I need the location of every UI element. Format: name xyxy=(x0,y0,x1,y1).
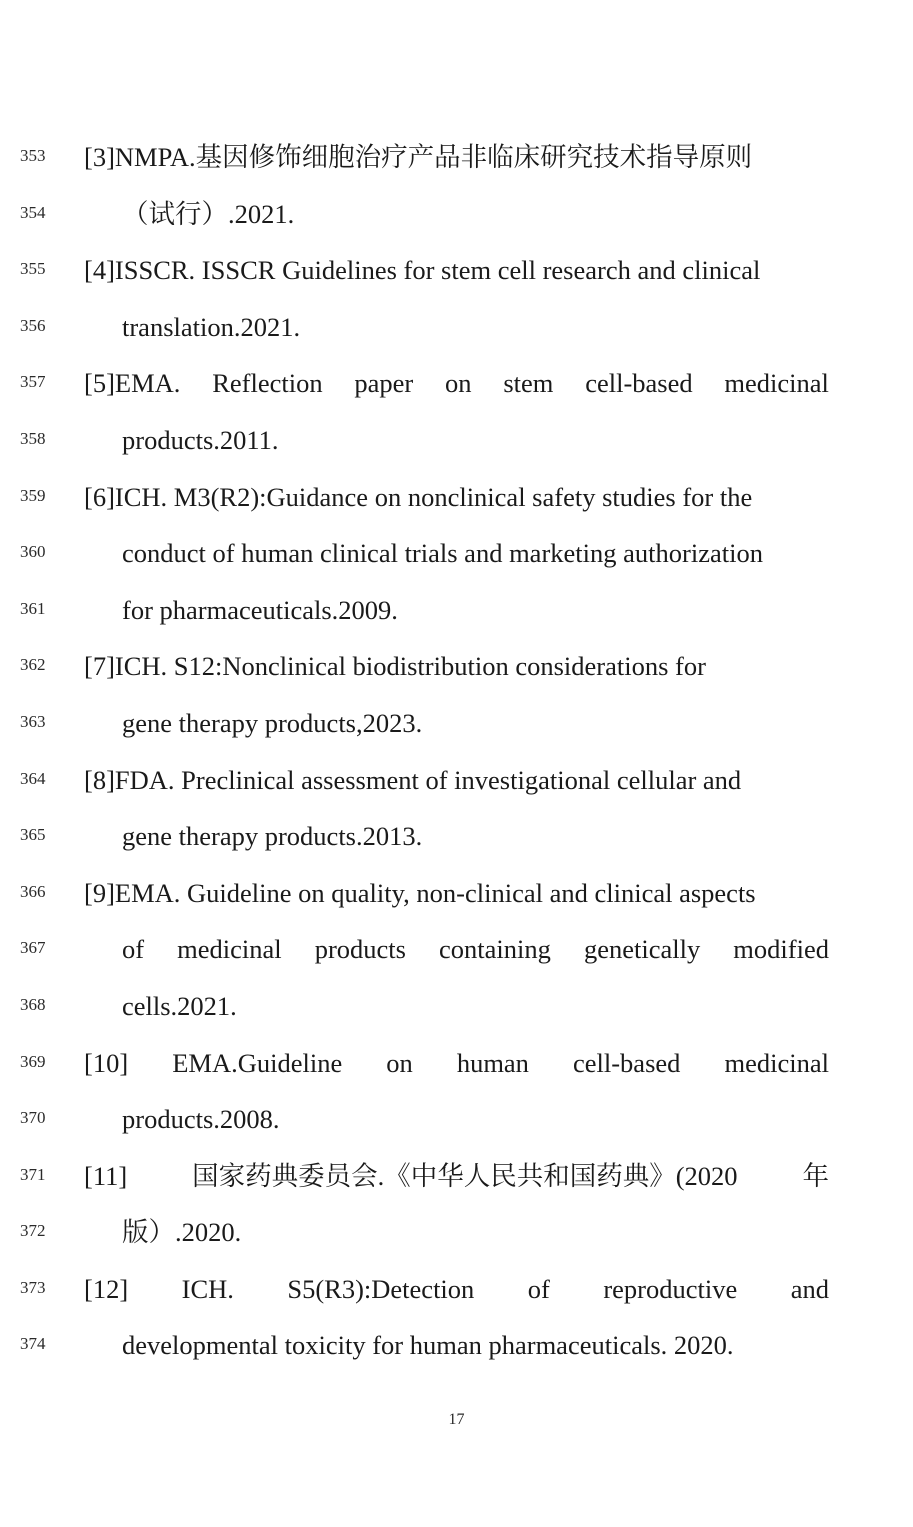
reference-word: S5(R3):Detection xyxy=(287,1273,475,1304)
reference-word: cell-based xyxy=(572,1047,681,1078)
reference-line xyxy=(0,638,913,695)
reference-word: containing xyxy=(439,934,551,965)
reference-word: paper xyxy=(354,368,414,399)
reference-line xyxy=(0,978,913,1035)
reference-word: genetically xyxy=(583,934,701,965)
line-number: 364 xyxy=(20,768,46,788)
reference-text: [9]EMA. Guideline on quality, non-clinical and clinical aspects xyxy=(84,877,756,908)
line-number: 366 xyxy=(20,881,46,901)
line-number: 370 xyxy=(20,1108,46,1128)
line-number: 365 xyxy=(20,825,46,845)
reference-line xyxy=(0,1204,913,1261)
reference-text: gene therapy products,2023. xyxy=(122,707,423,738)
reference-word: modified xyxy=(733,934,829,965)
line-number: 354 xyxy=(20,202,46,222)
reference-line xyxy=(0,412,913,469)
reference-text: [7]ICH. S12:Nonclinical biodistribution considerations for xyxy=(84,651,706,682)
reference-line xyxy=(0,129,913,186)
reference-word: ICH. xyxy=(181,1273,234,1304)
reference-line xyxy=(0,1317,913,1374)
line-number: 353 xyxy=(20,146,46,165)
reference-text: [6]ICH. M3(R2):Guidance on nonclinical safety studies for the xyxy=(84,481,753,512)
line-number: 371 xyxy=(20,1164,46,1184)
reference-text xyxy=(122,929,829,969)
line-number: 359 xyxy=(20,485,46,505)
reference-word: medicinal xyxy=(177,934,282,965)
reference-line xyxy=(0,186,913,243)
reference-text: translation.2021. xyxy=(122,311,301,342)
reference-line xyxy=(0,752,913,809)
reference-line xyxy=(0,1035,913,1092)
reference-line xyxy=(0,242,913,299)
reference-line xyxy=(0,299,913,356)
line-number: 374 xyxy=(20,1334,46,1354)
reference-text: products.2011. xyxy=(122,424,279,455)
reference-line xyxy=(0,921,913,978)
page-number: 17 xyxy=(448,1411,465,1428)
reference-line xyxy=(0,865,913,922)
line-number: 358 xyxy=(20,428,46,448)
reference-word: and xyxy=(790,1273,829,1304)
reference-word: [12] xyxy=(84,1273,129,1304)
reference-line xyxy=(0,582,913,639)
reference-word: [10] xyxy=(84,1047,129,1078)
reference-word: 国家药典委员会.《中华人民共和国药典》(2020 xyxy=(192,1160,738,1191)
reference-text xyxy=(84,1269,829,1309)
reference-word: 年 xyxy=(802,1160,829,1191)
reference-list xyxy=(0,129,913,1374)
reference-text xyxy=(84,1043,829,1083)
reference-word: of xyxy=(122,934,145,965)
reference-line xyxy=(0,355,913,412)
reference-line xyxy=(0,525,913,582)
line-number: 363 xyxy=(20,711,46,731)
reference-word: reproductive xyxy=(603,1273,738,1304)
reference-word: EMA.Guideline xyxy=(172,1047,343,1078)
reference-line xyxy=(0,695,913,752)
reference-line xyxy=(0,1261,913,1318)
reference-word: medicinal xyxy=(724,368,829,399)
reference-text: developmental toxicity for human pharmaceuticals. 2020. xyxy=(122,1330,734,1361)
line-number: 355 xyxy=(20,259,46,279)
reference-text: gene therapy products.2013. xyxy=(122,821,423,852)
reference-text: conduct of human clinical trials and marketing authorization xyxy=(122,538,763,569)
reference-word: cell-based xyxy=(585,368,693,399)
line-number: 356 xyxy=(20,315,46,335)
reference-word: Reflection xyxy=(212,368,323,399)
line-number: 357 xyxy=(20,372,46,392)
reference-word: [11] xyxy=(84,1160,128,1191)
reference-text: 版）.2020. xyxy=(122,1217,242,1248)
reference-word: on xyxy=(386,1047,413,1078)
line-number: 372 xyxy=(20,1221,46,1241)
reference-text xyxy=(84,1156,829,1196)
line-number: 369 xyxy=(20,1051,46,1071)
reference-line xyxy=(0,1148,913,1205)
reference-word: on xyxy=(445,368,472,399)
line-number: 368 xyxy=(20,994,46,1014)
line-number: 361 xyxy=(20,598,46,618)
reference-text: products.2008. xyxy=(122,1104,280,1135)
line-number: 360 xyxy=(20,542,46,562)
reference-text: [4]ISSCR. ISSCR Guidelines for stem cell research and clinical xyxy=(84,255,761,286)
reference-word: products xyxy=(314,934,406,965)
reference-word: [5]EMA. xyxy=(84,368,181,399)
reference-text: [8]FDA. Preclinical assessment of investigational cellular and xyxy=(84,764,742,795)
reference-text: cells.2021. xyxy=(122,990,237,1021)
reference-text: （试行）.2021. xyxy=(122,198,295,229)
reference-word: of xyxy=(527,1273,550,1304)
reference-line xyxy=(0,808,913,865)
reference-text: for pharmaceuticals.2009. xyxy=(122,594,398,625)
reference-text: [3]NMPA.基因修饰细胞治疗产品非临床研究技术指导原则 xyxy=(84,142,753,172)
line-number: 373 xyxy=(20,1277,46,1297)
reference-word: human xyxy=(456,1047,529,1078)
reference-word: medicinal xyxy=(724,1047,829,1078)
reference-line xyxy=(0,1091,913,1148)
reference-line xyxy=(0,469,913,526)
line-number: 362 xyxy=(20,655,46,675)
line-number: 367 xyxy=(20,938,46,958)
reference-text xyxy=(84,363,829,403)
reference-word: stem xyxy=(503,368,554,399)
